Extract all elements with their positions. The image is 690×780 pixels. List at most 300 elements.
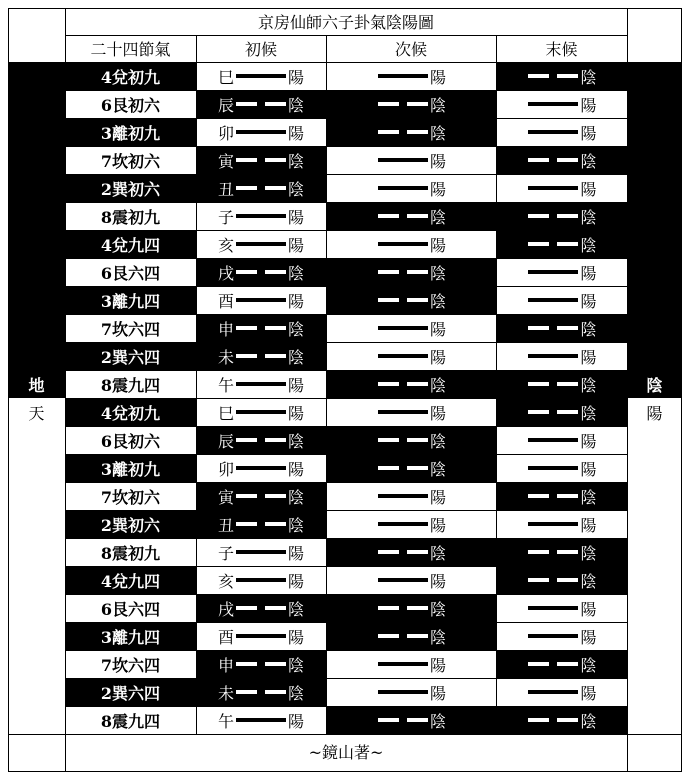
- broken-bar-right: [557, 214, 578, 218]
- yin-line-icon: [528, 214, 578, 218]
- row-sep: [65, 510, 627, 511]
- broken-bar-left: [236, 354, 257, 358]
- broken-bar-left: [378, 382, 399, 386]
- hou-cell-3: [496, 594, 627, 622]
- yin-line-icon: [378, 130, 428, 134]
- hou-cell-3: [496, 202, 627, 230]
- row-sep: [65, 426, 627, 427]
- broken-bar-right: [557, 326, 578, 330]
- yin-line-icon: [378, 298, 428, 302]
- broken-bar-left: [528, 550, 549, 554]
- yang-line-icon: [236, 634, 286, 638]
- broken-bar-left: [236, 662, 257, 666]
- yang-line-icon: [528, 354, 578, 358]
- yin-line-icon: [528, 158, 578, 162]
- yang-word: 陽: [287, 459, 304, 479]
- broken-bar-right: [407, 270, 428, 274]
- solid-bar: [236, 410, 286, 414]
- yang-word: 陽: [287, 543, 304, 563]
- broken-bar-right: [407, 102, 428, 106]
- yang-word: 陽: [287, 67, 304, 87]
- solar-term-label: 6艮六四: [100, 263, 161, 283]
- broken-bar-right: [557, 578, 578, 582]
- frame-left: [8, 8, 9, 772]
- yang-line-icon: [236, 718, 286, 722]
- row-sep: [65, 202, 627, 203]
- solid-bar: [236, 466, 286, 470]
- solar-term-label: 4兌初九: [100, 403, 161, 423]
- hou-cell-1: [196, 202, 326, 230]
- hou-cell-1: [196, 174, 326, 202]
- yin-word: 陰: [580, 403, 597, 423]
- hou-cell-3: [496, 454, 627, 482]
- header-bottom: [8, 62, 682, 63]
- hou-cell-2: [326, 538, 496, 566]
- row-sep: [65, 342, 627, 343]
- yin-word: 陰: [287, 431, 304, 451]
- yin-word: 陰: [287, 515, 304, 535]
- solid-bar: [378, 158, 428, 162]
- row-sep: [65, 594, 627, 595]
- solid-bar: [236, 634, 286, 638]
- hou-cell-3: [496, 398, 627, 426]
- broken-bar-left: [378, 718, 399, 722]
- row-band-right: [627, 202, 682, 230]
- row-sep: [65, 314, 627, 315]
- header-col-sep: [196, 35, 197, 734]
- column-header-1: 二十四節氣: [90, 40, 171, 59]
- yang-word: 陽: [429, 655, 446, 675]
- hou-cell-1: [196, 622, 326, 650]
- hou-cell-2: [326, 566, 496, 594]
- hou-cell-1: [196, 370, 326, 398]
- broken-bar-left: [528, 382, 549, 386]
- row-band-right: [627, 342, 682, 370]
- yin-word: 陰: [287, 179, 304, 199]
- row-sep: [65, 258, 627, 259]
- broken-bar-right: [557, 382, 578, 386]
- row-sep: [65, 90, 627, 91]
- solid-bar: [378, 326, 428, 330]
- broken-bar-left: [236, 102, 257, 106]
- hou-cell-3: [496, 482, 627, 510]
- hou-cell-2: [326, 398, 496, 426]
- broken-bar-right: [265, 690, 286, 694]
- broken-bar-left: [236, 270, 257, 274]
- row-sep: [65, 174, 627, 175]
- hou-cell-2: [326, 174, 496, 202]
- row-sep: [65, 538, 627, 539]
- solar-term-label: 8震九四: [100, 711, 161, 731]
- solar-term-label: 2巽初六: [100, 515, 161, 535]
- yin-line-icon: [236, 522, 286, 526]
- yang-line-icon: [236, 130, 286, 134]
- earthly-branch: 未: [217, 683, 234, 703]
- broken-bar-left: [528, 494, 549, 498]
- solid-bar: [236, 214, 286, 218]
- row-band-left: [8, 258, 65, 286]
- hou-cell-1: [196, 90, 326, 118]
- yang-word: 陽: [429, 235, 446, 255]
- row-band-right: [627, 62, 682, 90]
- hou-cell-2: [326, 202, 496, 230]
- hou-cell-3: [496, 678, 627, 706]
- broken-bar-right: [407, 550, 428, 554]
- yin-line-icon: [528, 550, 578, 554]
- hou-cell-3: [496, 258, 627, 286]
- broken-bar-left: [378, 466, 399, 470]
- yang-line-icon: [378, 186, 428, 190]
- broken-bar-left: [378, 102, 399, 106]
- yin-word: 陰: [429, 95, 446, 115]
- yang-line-icon: [528, 438, 578, 442]
- solar-term-label: 8震九四: [100, 375, 161, 395]
- row-band-right: [627, 258, 682, 286]
- solid-bar: [378, 494, 428, 498]
- side-label-heaven: 天: [28, 403, 45, 423]
- solar-term-label: 2巽初六: [100, 179, 161, 199]
- earthly-branch: 寅: [217, 151, 234, 171]
- yin-line-icon: [528, 242, 578, 246]
- yin-word: 陰: [580, 711, 597, 731]
- yang-word: 陽: [580, 459, 597, 479]
- solar-term-label: 4兌九四: [100, 235, 161, 255]
- solid-bar: [236, 74, 286, 78]
- yin-line-icon: [378, 466, 428, 470]
- solid-bar: [378, 662, 428, 666]
- hou-cell-2: [326, 118, 496, 146]
- solid-bar: [236, 130, 286, 134]
- side-label-earth: 地: [28, 375, 45, 395]
- earthly-branch: 子: [217, 543, 234, 563]
- solar-term-label: 2巽六四: [100, 347, 161, 367]
- yin-line-icon: [236, 662, 286, 666]
- hou-cell-3: [496, 314, 627, 342]
- row-band-right: [627, 230, 682, 258]
- earthly-branch: 酉: [217, 291, 234, 311]
- margin-right-lower: [627, 398, 682, 734]
- broken-bar-left: [528, 158, 549, 162]
- yin-word: 陰: [429, 263, 446, 283]
- yang-line-icon: [528, 466, 578, 470]
- broken-bar-right: [407, 382, 428, 386]
- row-band-right: [627, 314, 682, 342]
- row-band-left: [8, 90, 65, 118]
- earthly-branch: 卯: [217, 123, 234, 143]
- yang-line-icon: [236, 410, 286, 414]
- broken-bar-left: [236, 494, 257, 498]
- yang-line-icon: [378, 242, 428, 246]
- hou-cell-3: [496, 146, 627, 174]
- yang-word: 陽: [580, 599, 597, 619]
- solar-term-label: 7坎六四: [100, 319, 161, 339]
- hou-cell-3: [496, 622, 627, 650]
- broken-bar-left: [378, 634, 399, 638]
- yang-line-icon: [378, 354, 428, 358]
- hou-cell-3: [496, 118, 627, 146]
- yang-word: 陽: [429, 319, 446, 339]
- yang-word: 陽: [429, 403, 446, 423]
- earthly-branch: 卯: [217, 459, 234, 479]
- solid-bar: [528, 466, 578, 470]
- outer-col-right: [627, 8, 628, 772]
- yang-word: 陽: [429, 151, 446, 171]
- broken-bar-right: [265, 158, 286, 162]
- row-sep: [65, 706, 627, 707]
- yin-word: 陰: [580, 571, 597, 591]
- solar-term-label: 3離九四: [100, 291, 161, 311]
- yin-word: 陰: [287, 319, 304, 339]
- hou-cell-2: [326, 678, 496, 706]
- broken-bar-right: [265, 354, 286, 358]
- solid-bar: [528, 438, 578, 442]
- row-band-left: [8, 146, 65, 174]
- broken-bar-right: [557, 410, 578, 414]
- yang-word: 陽: [580, 347, 597, 367]
- yang-line-icon: [378, 522, 428, 526]
- broken-bar-right: [557, 662, 578, 666]
- solid-bar: [378, 186, 428, 190]
- broken-bar-right: [407, 438, 428, 442]
- solar-term-label: 4兌九四: [100, 571, 161, 591]
- hou-cell-3: [496, 174, 627, 202]
- solid-bar: [528, 690, 578, 694]
- hou-cell-2: [326, 454, 496, 482]
- broken-bar-left: [528, 662, 549, 666]
- earthly-branch: 未: [217, 347, 234, 367]
- yang-line-icon: [528, 102, 578, 106]
- broken-bar-right: [265, 662, 286, 666]
- yin-line-icon: [378, 102, 428, 106]
- yin-line-icon: [236, 354, 286, 358]
- row-sep: [65, 118, 627, 119]
- column-header-2: 初候: [244, 40, 277, 59]
- row-sep: [65, 398, 627, 399]
- broken-bar-left: [236, 690, 257, 694]
- yang-line-icon: [236, 466, 286, 470]
- solar-term-label: 7坎六四: [100, 655, 161, 675]
- row-sep: [65, 482, 627, 483]
- hou-cell-3: [496, 370, 627, 398]
- solid-bar: [528, 606, 578, 610]
- broken-bar-right: [407, 466, 428, 470]
- header-col-sep: [496, 35, 497, 734]
- yin-line-icon: [378, 382, 428, 386]
- solar-term-label: 8震初九: [100, 543, 161, 563]
- solid-bar: [528, 354, 578, 358]
- solid-bar: [528, 298, 578, 302]
- broken-bar-right: [265, 438, 286, 442]
- row-sep: [65, 146, 627, 147]
- hou-cell-2: [326, 258, 496, 286]
- solar-term-label: 4兌初九: [100, 67, 161, 87]
- yang-line-icon: [378, 690, 428, 694]
- broken-bar-right: [265, 606, 286, 610]
- broken-bar-right: [407, 634, 428, 638]
- hou-cell-1: [196, 426, 326, 454]
- hou-cell-1: [196, 398, 326, 426]
- hou-cell-3: [496, 650, 627, 678]
- row-sep: [65, 230, 627, 231]
- broken-bar-right: [265, 494, 286, 498]
- earthly-branch: 戌: [217, 599, 234, 619]
- hou-cell-2: [326, 482, 496, 510]
- row-sep: [65, 370, 627, 371]
- hou-cell-2: [326, 146, 496, 174]
- hou-cell-1: [196, 314, 326, 342]
- yang-line-icon: [528, 186, 578, 190]
- yang-word: 陽: [287, 403, 304, 423]
- yin-word: 陰: [580, 543, 597, 563]
- solar-term-label: 3離初九: [100, 123, 161, 143]
- yin-word: 陰: [580, 319, 597, 339]
- yang-word: 陽: [429, 487, 446, 507]
- yang-line-icon: [528, 270, 578, 274]
- solar-term-label: 6艮六四: [100, 599, 161, 619]
- hou-cell-2: [326, 90, 496, 118]
- solid-bar: [378, 354, 428, 358]
- solar-term-label: 3離九四: [100, 627, 161, 647]
- yang-line-icon: [528, 298, 578, 302]
- yin-word: 陰: [429, 291, 446, 311]
- yin-word: 陰: [287, 599, 304, 619]
- frame-top: [8, 8, 682, 9]
- yin-line-icon: [236, 606, 286, 610]
- yin-word: 陰: [287, 683, 304, 703]
- yang-word: 陽: [429, 67, 446, 87]
- hou-cell-2: [326, 510, 496, 538]
- yang-line-icon: [236, 578, 286, 582]
- row-sep: [65, 454, 627, 455]
- row-band-right: [627, 146, 682, 174]
- earthly-branch: 辰: [217, 95, 234, 115]
- solar-term-label: 3離初九: [100, 459, 161, 479]
- solid-bar: [378, 522, 428, 526]
- yin-line-icon: [236, 438, 286, 442]
- hou-cell-3: [496, 510, 627, 538]
- yang-word: 陽: [429, 683, 446, 703]
- earthly-branch: 午: [217, 711, 234, 731]
- broken-bar-left: [378, 550, 399, 554]
- broken-bar-left: [528, 718, 549, 722]
- hou-cell-3: [496, 566, 627, 594]
- solid-bar: [236, 550, 286, 554]
- hou-cell-2: [326, 314, 496, 342]
- hou-cell-1: [196, 454, 326, 482]
- earthly-branch: 戌: [217, 263, 234, 283]
- yang-word: 陽: [429, 571, 446, 591]
- broken-bar-left: [378, 214, 399, 218]
- broken-bar-right: [407, 718, 428, 722]
- yang-word: 陽: [580, 179, 597, 199]
- row-sep: [65, 566, 627, 567]
- yin-word: 陰: [287, 655, 304, 675]
- broken-bar-left: [236, 326, 257, 330]
- hou-cell-1: [196, 286, 326, 314]
- title-bottom: [65, 35, 627, 36]
- yin-word: 陰: [580, 375, 597, 395]
- qi-yin-yang-chart: [8, 8, 682, 772]
- yang-word: 陽: [287, 291, 304, 311]
- yin-line-icon: [236, 494, 286, 498]
- hou-cell-3: [496, 426, 627, 454]
- hou-cell-1: [196, 482, 326, 510]
- yin-line-icon: [378, 438, 428, 442]
- yang-word: 陽: [580, 431, 597, 451]
- row-band-right: [627, 174, 682, 202]
- broken-bar-left: [528, 242, 549, 246]
- hou-cell-2: [326, 370, 496, 398]
- earthly-branch: 午: [217, 375, 234, 395]
- yang-word: 陽: [287, 627, 304, 647]
- yang-line-icon: [236, 214, 286, 218]
- frame-bottom: [8, 771, 682, 772]
- yin-word: 陰: [580, 487, 597, 507]
- earthly-branch: 巳: [217, 67, 234, 87]
- yin-word: 陰: [287, 347, 304, 367]
- earthly-branch: 亥: [217, 571, 234, 591]
- yin-word: 陰: [429, 431, 446, 451]
- broken-bar-left: [236, 186, 257, 190]
- broken-bar-right: [407, 298, 428, 302]
- yang-line-icon: [528, 522, 578, 526]
- yin-word: 陰: [429, 123, 446, 143]
- solid-bar: [378, 410, 428, 414]
- broken-bar-left: [378, 438, 399, 442]
- solid-bar: [378, 242, 428, 246]
- yang-line-icon: [378, 662, 428, 666]
- solid-bar: [236, 242, 286, 246]
- broken-bar-left: [236, 522, 257, 526]
- row-sep: [65, 622, 627, 623]
- solid-bar: [236, 578, 286, 582]
- yang-word: 陽: [580, 683, 597, 703]
- broken-bar-left: [236, 606, 257, 610]
- hou-cell-1: [196, 566, 326, 594]
- author-footer: ~鏡山著~: [308, 742, 384, 762]
- yin-line-icon: [528, 382, 578, 386]
- solid-bar: [528, 130, 578, 134]
- yang-word: 陽: [287, 123, 304, 143]
- broken-bar-right: [265, 102, 286, 106]
- yin-line-icon: [236, 158, 286, 162]
- yang-line-icon: [378, 410, 428, 414]
- broken-bar-right: [265, 326, 286, 330]
- hou-cell-3: [496, 342, 627, 370]
- solid-bar: [236, 382, 286, 386]
- yin-line-icon: [236, 326, 286, 330]
- broken-bar-right: [407, 606, 428, 610]
- broken-bar-left: [378, 130, 399, 134]
- hou-cell-3: [496, 90, 627, 118]
- earthly-branch: 丑: [217, 515, 234, 535]
- yang-word: 陽: [580, 263, 597, 283]
- yang-line-icon: [528, 606, 578, 610]
- solid-bar: [236, 718, 286, 722]
- yin-line-icon: [378, 214, 428, 218]
- yang-word: 陽: [429, 515, 446, 535]
- earthly-branch: 巳: [217, 403, 234, 423]
- yang-word: 陽: [287, 375, 304, 395]
- yin-line-icon: [236, 102, 286, 106]
- yang-word: 陽: [580, 291, 597, 311]
- solar-term-label: 8震初九: [100, 207, 161, 227]
- margin-left-lower: [8, 398, 65, 734]
- outer-col-left: [65, 8, 66, 772]
- earthly-branch: 辰: [217, 431, 234, 451]
- hou-cell-1: [196, 510, 326, 538]
- broken-bar-right: [407, 130, 428, 134]
